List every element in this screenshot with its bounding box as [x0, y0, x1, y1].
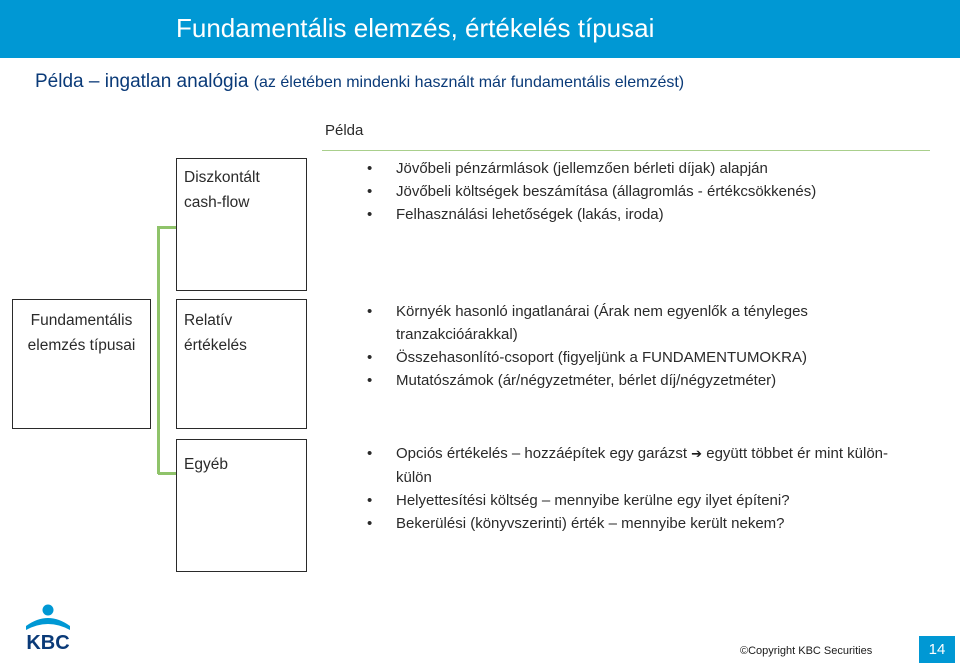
root-line1: Fundamentális: [30, 312, 133, 329]
section-divider: [322, 150, 930, 151]
option-text-after: együtt többet ér mint külön-külön: [396, 445, 889, 486]
box-relative-valuation: [176, 299, 307, 429]
bullet-item: • Összehasonlító-csoport (figyeljünk a FUNDAMENTUMOKRA): [363, 346, 883, 369]
relative-line2: értékelés: [184, 337, 247, 354]
title-bar: [0, 0, 960, 58]
bullets-dcf: [363, 157, 928, 226]
subtitle-main: Példa – ingatlan analógia: [35, 71, 249, 92]
logo-text: KBC: [26, 632, 70, 654]
connector-dcf: [158, 226, 176, 229]
bullet-item: • Bekerülési (könyvszerinti) érték – mennyibe került nekem?: [363, 512, 923, 535]
box-fundamental-analysis-types: [12, 299, 151, 429]
bullets-relative: [363, 300, 883, 392]
copyright-text: ©Copyright KBC Securities: [740, 645, 873, 657]
arrow-right-icon: ➔: [691, 447, 703, 462]
connector-other: [158, 472, 176, 475]
dcf-line1: Diszkontált: [184, 169, 260, 186]
section-label: Példa: [325, 122, 364, 139]
other-line1: Egyéb: [184, 456, 228, 473]
kbc-logo: [16, 604, 80, 656]
box-discounted-cash-flow: [176, 158, 307, 291]
dcf-line2: cash-flow: [184, 194, 250, 211]
bullet-item: • Jövőbeli költségek beszámítása (állagromlás - értékcsökkenés): [363, 180, 928, 203]
bullet-item: • Jövőbeli pénzármlások (jellemzően bérleti díjak) alapján: [363, 157, 928, 180]
relative-line1: Relatív: [184, 312, 233, 329]
bullets-other: [363, 442, 923, 535]
slide-subtitle: [35, 71, 684, 93]
box-other: [176, 439, 307, 572]
page-number: 14: [919, 636, 955, 663]
root-line2: elemzés típusai: [27, 337, 136, 354]
bullet-item: • Környék hasonló ingatlanárai (Árak nem egyenlők a tényleges tranzakcióárakkal): [363, 300, 883, 346]
slide-title: Fundamentális elemzés, értékelés típusai: [176, 13, 655, 43]
option-text-before: Opciós értékelés – hozzáépítek egy garázst: [396, 445, 692, 462]
tree-trunk-line: [157, 226, 160, 474]
bullet-item: • Felhasználási lehetőségek (lakás, iroda): [363, 203, 928, 226]
bullet-item: • Helyettesítési költség – mennyibe kerülne egy ilyet építeni?: [363, 489, 923, 512]
bullet-item: [363, 442, 923, 489]
subtitle-paren: (az életében mindenki használt már fundamentális elemzést): [253, 74, 685, 91]
bullet-item: • Mutatószámok (ár/négyzetméter, bérlet díj/négyzetméter): [363, 369, 883, 392]
